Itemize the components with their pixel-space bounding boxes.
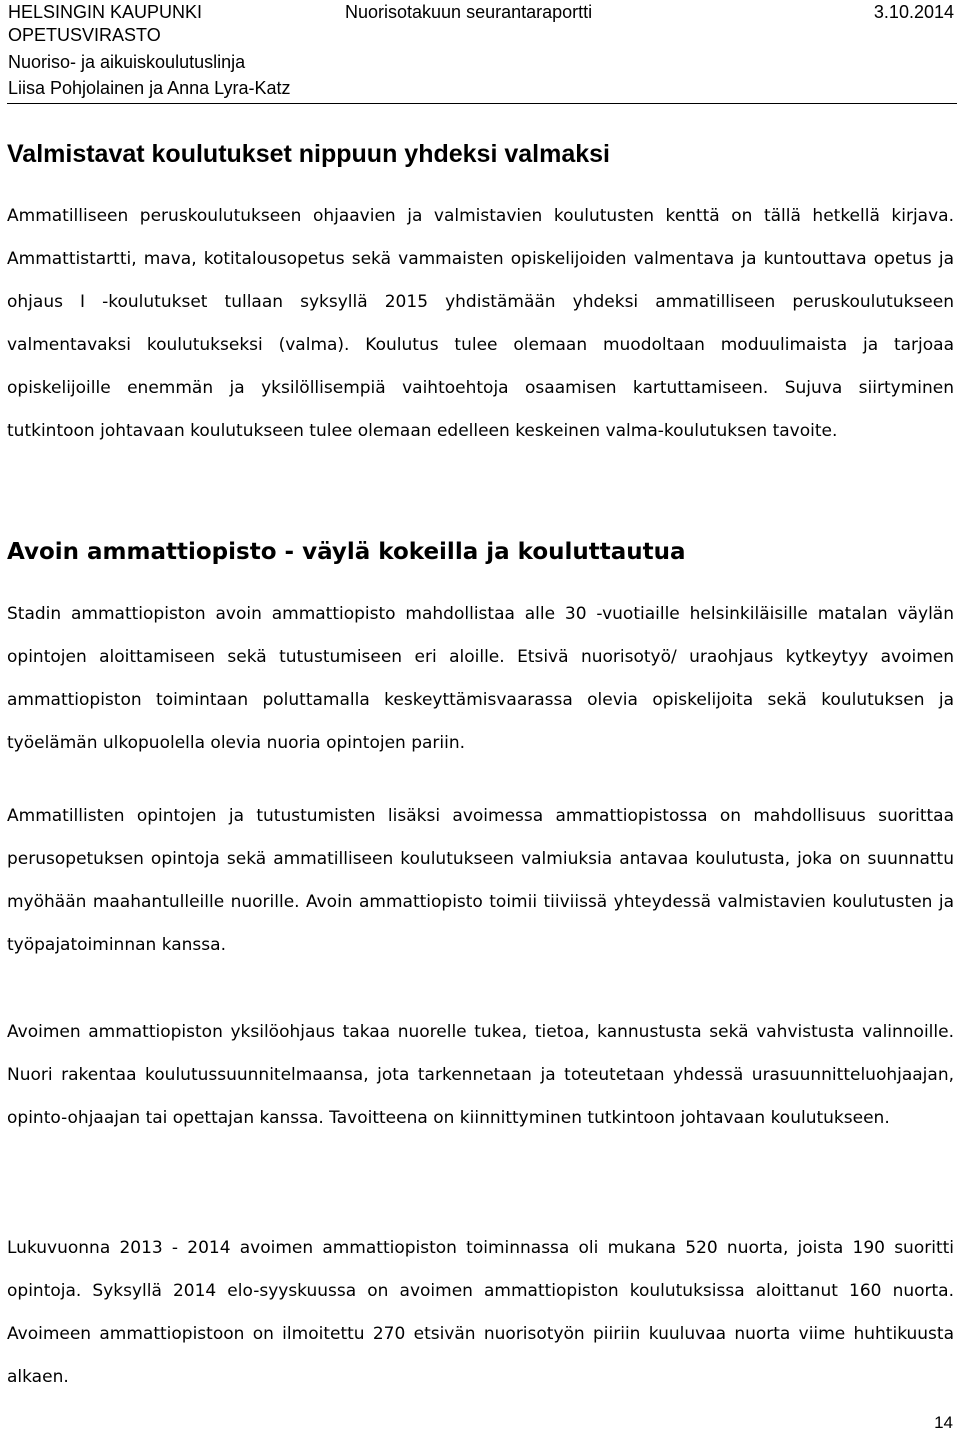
paragraph-avoin-4: Lukuvuonna 2013 - 2014 avoimen ammattiopiston toiminnassa oli mukana 520 nuorta, joista 190 suoritti opintoja. Syksyllä 2014 elo-syyskuussa on avoimen ammattiopiston koulutuksissa aloittanut 160 nuorta. Avoimeen ammattiopistoon on ilmoitettu 270 etsivän nuorisotyön piiriin kuuluvaa nuorta viime huhtikuusta alkaen. <box>7 1238 954 1387</box>
paragraph-avoin-1: Stadin ammattiopiston avoin ammattiopisto mahdollistaa alle 30 -vuotiaille helsinkiläisille matalan väylän opintojen aloittamiseen sekä tutustumiseen eri aloille. Etsivä nuorisotyö/ uraohjaus kytkeytyy avoimen ammattiopiston toimintaan poluttamalla keskeyttämisvaarassa olevia opiskelijoita sekä koulutuksen ja työelämän ulkopuolella olevia nuoria opintojen pariin. <box>7 604 954 753</box>
header-divider <box>7 103 957 104</box>
authors: Liisa Pohjolainen ja Anna Lyra-Katz <box>8 78 291 98</box>
page-header <box>8 0 954 103</box>
section-heading-avoin-ammattiopisto: Avoin ammattiopisto - väylä kokeilla ja kouluttautua <box>7 539 686 565</box>
paragraph-avoin-3: Avoimen ammattiopiston yksilöohjaus takaa nuorelle tukea, tietoa, kannustusta sekä vahvistusta valinnoille. Nuori rakentaa koulutussuunnitelmaansa, jota tarkennetaan ja toteutetaan yhdessä urasuunnitteluohjaajan, opinto-ohjaajan tai opettajan kanssa. Tavoitteena on kiinnittyminen tutkintoon johtavaan koulutukseen. <box>7 1022 954 1128</box>
org-name: HELSINGIN KAUPUNKI <box>8 2 203 22</box>
page-number: 14 <box>934 1413 953 1432</box>
org-department: OPETUSVIRASTO <box>8 25 161 45</box>
report-date: 3.10.2014 <box>873 2 954 22</box>
report-title: Nuorisotakuun seurantaraportti <box>345 2 593 22</box>
org-division: Nuoriso- ja aikuiskoulutuslinja <box>8 52 246 72</box>
paragraph-avoin-2: Ammatillisten opintojen ja tutustumisten lisäksi avoimessa ammattiopistossa on mahdollisuus suorittaa perusopetuksen opintoja sekä ammatilliseen koulutukseen valmiuksia antavaa koulutusta, joka on suunnattu myöhään maahantulleille nuorille. Avoin ammattiopisto toimii tiiviissä yhteydessä valmistavien koulutusten ja työpajatoiminnan kanssa. <box>7 806 954 955</box>
paragraph-valma: Ammatilliseen peruskoulutukseen ohjaavien ja valmistavien koulutusten kenttä on tällä hetkellä kirjava. Ammattistartti, mava, kotitalousopetus sekä vammaisten opiskelijoiden valmentava ja kuntouttava opetus ja ohjaus I -koulutukset tullaan syksyllä 2015 yhdistämään yhdeksi ammatilliseen peruskoulutukseen valmentavaksi koulutukseksi (valma). Koulutus tulee olemaan muodoltaan moduulimaista ja tarjoaa opiskelijoille enemmän ja yksilöllisempiä vaihtoehtoja osaamisen kartuttamiseen. Sujuva siirtyminen tutkintoon johtavaan koulutukseen tulee olemaan edelleen keskeinen valma-koulutuksen tavoite. <box>7 206 954 441</box>
section-heading-valma: Valmistavat koulutukset nippuun yhdeksi valmaksi <box>7 140 610 168</box>
